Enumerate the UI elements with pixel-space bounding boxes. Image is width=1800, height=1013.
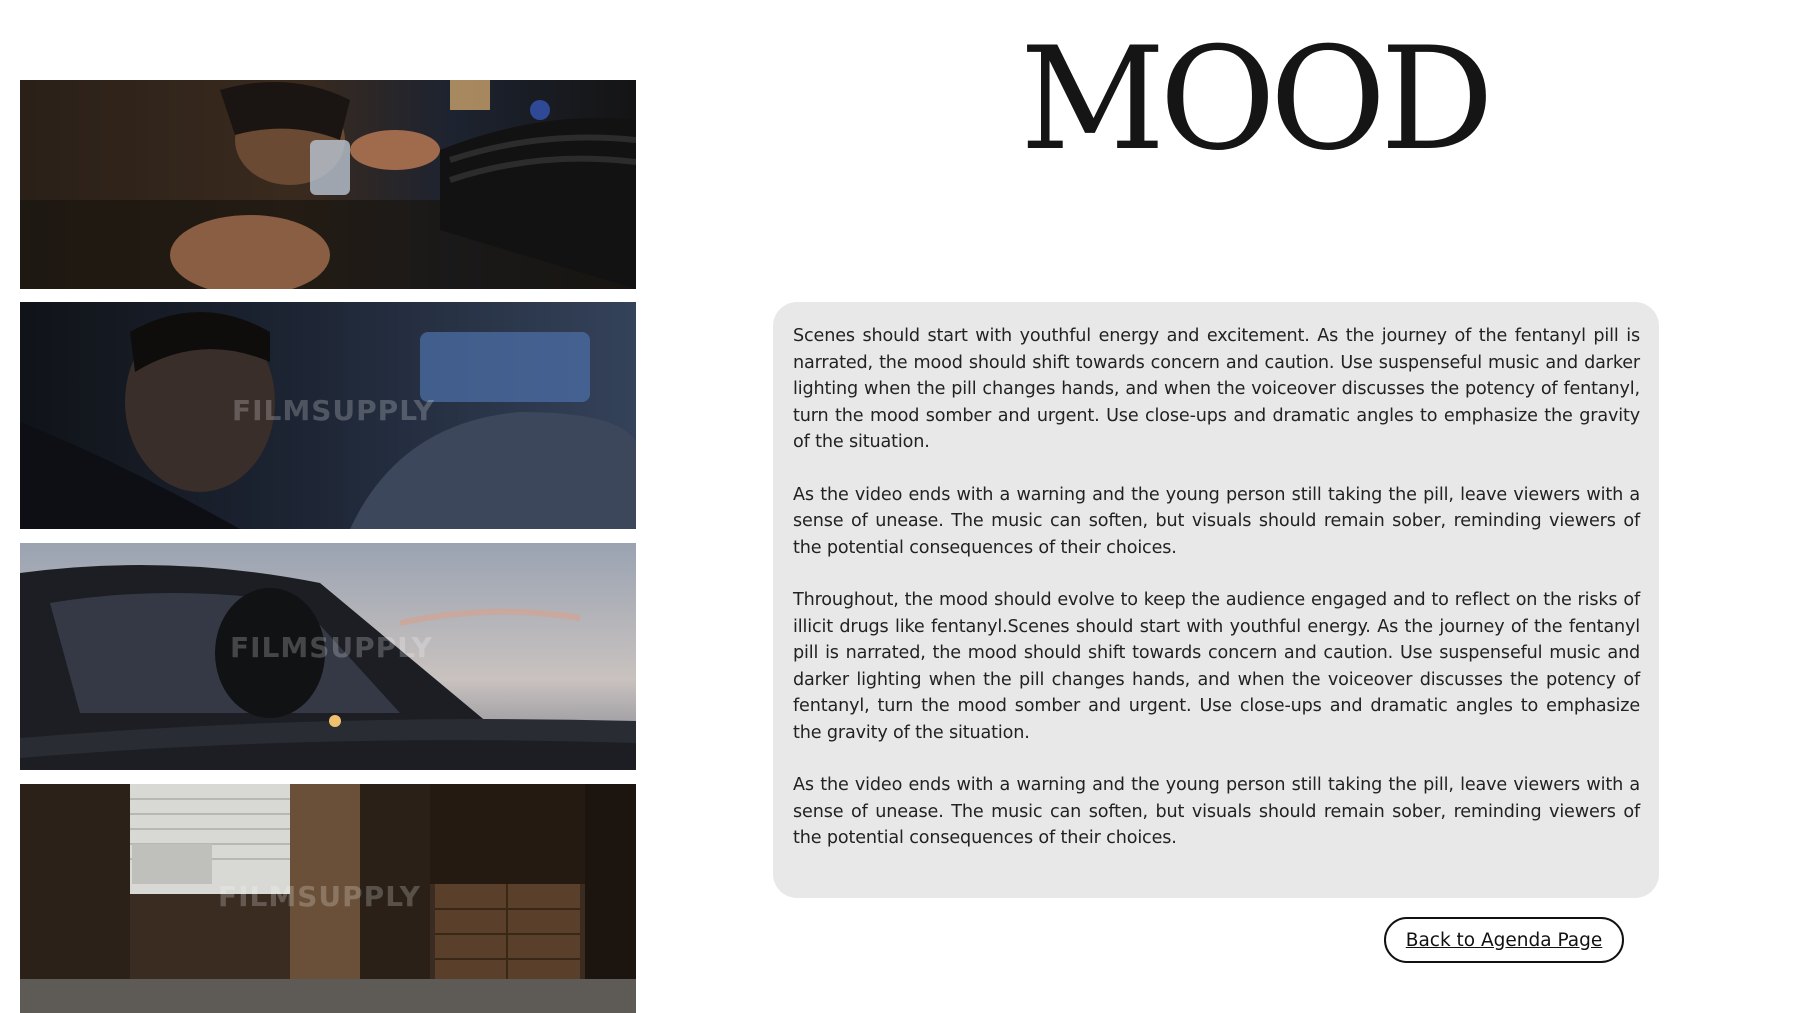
photo-young-man-in-car xyxy=(20,302,636,529)
photo-watermark: FILMSUPPLY xyxy=(230,631,433,664)
mood-paragraph: Scenes should start with youthful energy and excitement. As the journey of the fentanyl pill is narrated, the mood should shift towards concern and caution. Use suspenseful music and darker lighting when the pill changes hands, and when the voiceover discusses the potency of fentanyl, turn the mood somber and urgent. Use close-ups and dramatic angles to emphasize the gravity of the situation. xyxy=(793,326,1640,452)
photo-watermark: FILMSUPPLY xyxy=(218,880,421,913)
page-title: MOOD xyxy=(1020,17,1489,182)
mood-description-panel xyxy=(773,302,1659,898)
photo-watermark: FILMSUPPLY xyxy=(232,394,435,427)
photo-car-exchange xyxy=(20,80,636,289)
mood-paragraph: As the video ends with a warning and the young person still taking the pill, leave viewers with a sense of unease. The music can soften, but visuals should remain sober, reminding viewers of the potential consequences of their choices. xyxy=(793,484,1640,558)
mood-paragraph: As the video ends with a warning and the young person still taking the pill, leave viewers with a sense of unease. The music can soften, but visuals should remain sober, reminding viewers of the potential consequences of their choices. xyxy=(793,775,1640,848)
photo-car-exchange-image xyxy=(20,80,636,289)
photo-dim-bedroom xyxy=(20,784,636,1013)
mood-paragraph: Throughout, the mood should evolve to keep the audience engaged and to reflect on the risks of illicit drugs like fentanyl.Scenes should start with youthful energy. As the journey of the fentanyl pill is narrated, the mood should shift towards concern and caution. Use suspenseful music and darker lighting when the pill changes hands, and when the voiceover discusses the potency of fentanyl, turn the mood somber and urgent. Use close-ups and dramatic angles to emphasize the gravity of the situation. xyxy=(793,590,1640,743)
back-to-agenda-button[interactable]: Back to Agenda Page xyxy=(1384,917,1624,963)
photo-person-slumped-in-car xyxy=(20,543,636,770)
